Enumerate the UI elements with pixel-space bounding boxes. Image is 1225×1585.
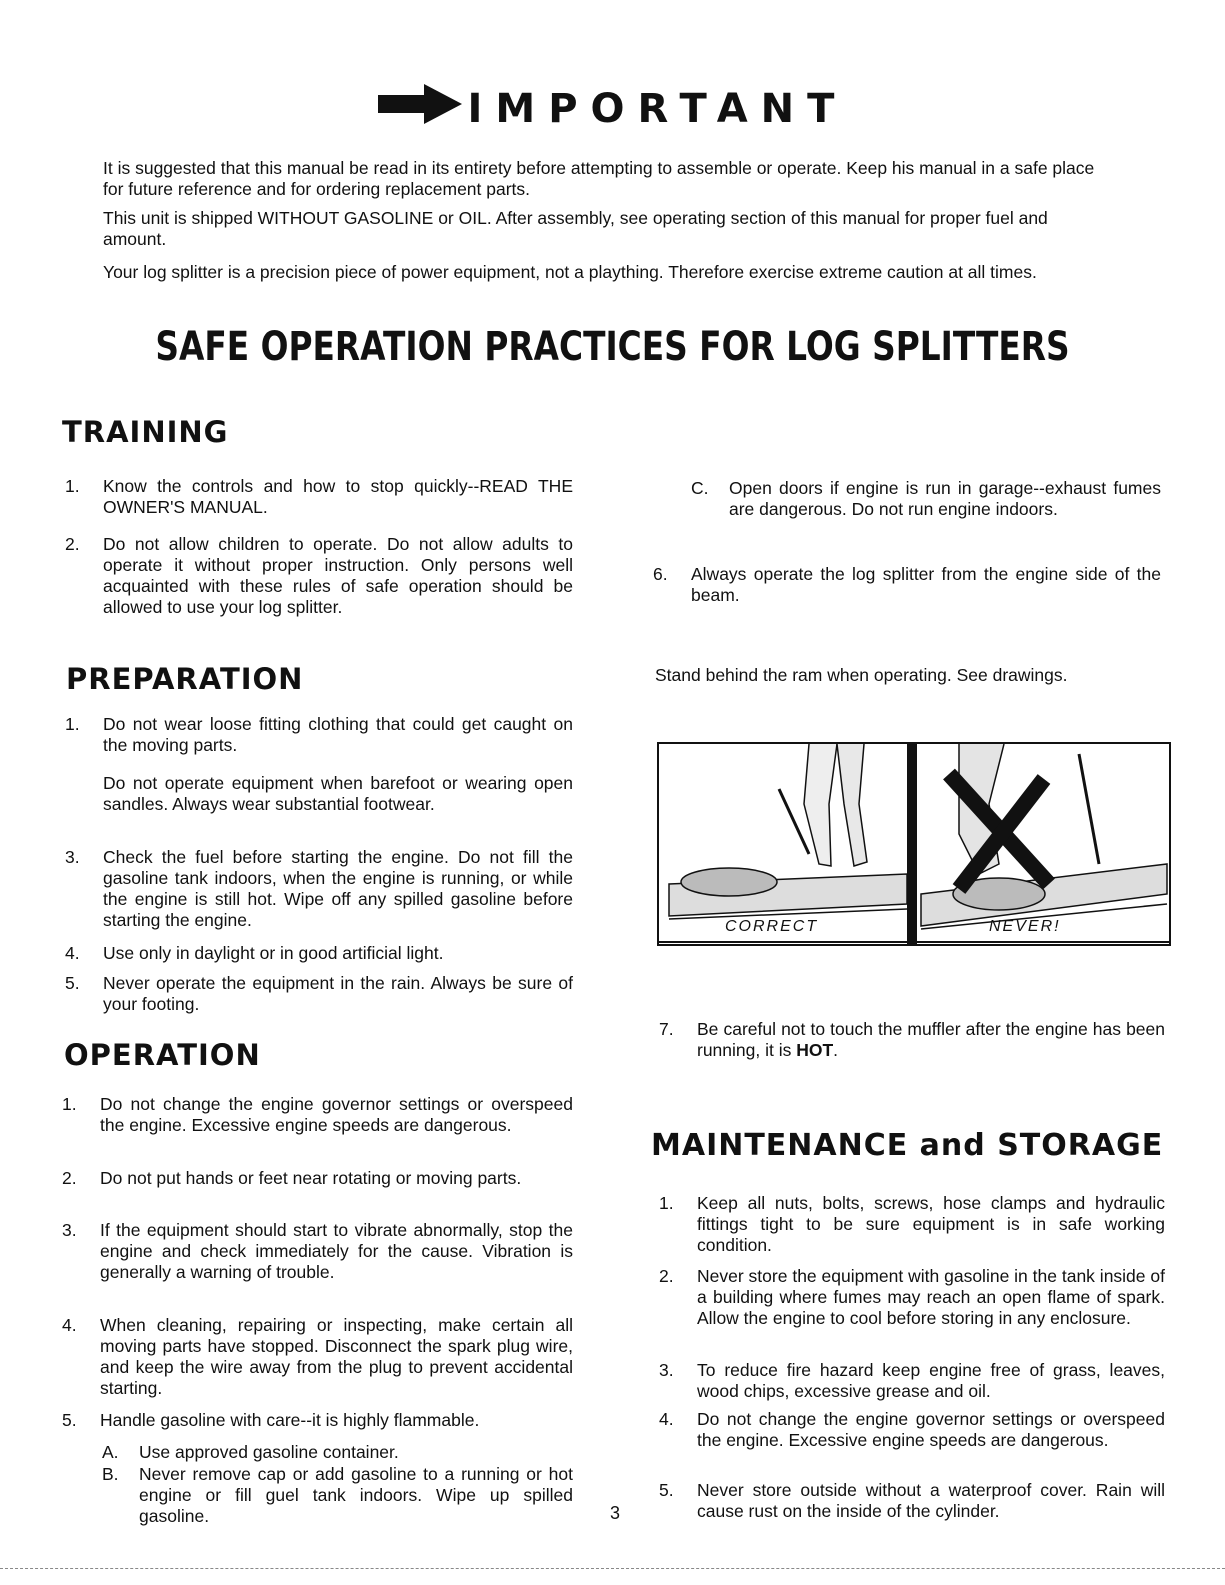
training-item-2: 2. Do not allow children to operate. Do not allow adults to operate it without proper instruction. Only persons well acquainted with these rules of safe operation should be allowed to use your log splitter.: [65, 534, 573, 617]
intro-paragraph-1: It is suggested that this manual be read in its entirety before attempting to assemble or operate. Keep his manual in a safe place for future reference and for ordering replacement parts.: [103, 158, 1095, 199]
training-heading: TRAINING: [62, 415, 229, 449]
preparation-item-4: 4. Use only in daylight or in good artificial light.: [65, 943, 444, 963]
maintenance-item-5: 5. Never store outside without a waterproof cover. Rain will cause rust on the inside of the cylinder.: [659, 1480, 1165, 1521]
preparation-heading: PREPARATION: [66, 662, 304, 696]
scan-edge-line: [0, 1568, 1225, 1569]
stand-behind-text: Stand behind the ram when operating. See drawings.: [655, 665, 1068, 685]
right-arrow-icon: [378, 82, 464, 126]
operation-item-1: 1. Do not change the engine governor settings or overspeed the engine. Excessive engine speeds are dangerous.: [62, 1094, 573, 1135]
never-label: NEVER!: [989, 918, 1061, 935]
operating-position-drawings: [657, 742, 1171, 946]
important-header: [0, 82, 1225, 132]
preparation-item-2: Do not operate equipment when barefoot or wearing open sandles. Always wear substantial footwear.: [103, 773, 573, 814]
operating-drawings-svg: [659, 744, 1169, 944]
important-title: IMPORTANT: [467, 86, 848, 132]
right-item-6: 6. Always operate the log splitter from the engine side of the beam.: [653, 564, 1161, 605]
operation-subitem-a: A. Use approved gasoline container.: [102, 1442, 399, 1462]
correct-label: CORRECT: [725, 918, 819, 935]
preparation-item-1: 1. Do not wear loose fitting clothing that could get caught on the moving parts.: [65, 714, 573, 755]
main-title: SAFE OPERATION PRACTICES FOR LOG SPLITTERS: [155, 324, 1070, 370]
intro-paragraph-2: This unit is shipped WITHOUT GASOLINE or OIL. After assembly, see operating section of this manual for proper fuel and amount.: [103, 208, 1048, 249]
maintenance-item-1: 1. Keep all nuts, bolts, screws, hose clamps and hydraulic fittings tight to be sure equipment is in safe working condition.: [659, 1193, 1165, 1255]
operation-item-4: 4. When cleaning, repairing or inspecting, make certain all moving parts have stopped. Disconnect the spark plug wire, and keep the wire away from the plug to prevent accidental starting.: [62, 1315, 573, 1398]
right-item-7: 7. Be careful not to touch the muffler after the engine has been running, it is HOT.: [659, 1019, 1165, 1060]
intro-paragraph-3: Your log splitter is a precision piece of power equipment, not a plaything. Therefore exercise extreme caution at all times.: [103, 262, 1037, 282]
operation-item-3: 3. If the equipment should start to vibrate abnormally, stop the engine and check immediately for the cause. Vibration is generally a warning of trouble.: [62, 1220, 573, 1282]
maintenance-item-2: 2. Never store the equipment with gasoline in the tank inside of a building where fumes may reach an open flame of spark. Allow the engine to cool before storing in any enclosure.: [659, 1266, 1165, 1328]
preparation-item-5: 5. Never operate the equipment in the rain. Always be sure of your footing.: [65, 973, 573, 1014]
maintenance-item-3: 3. To reduce fire hazard keep engine free of grass, leaves, wood chips, excessive grease and oil.: [659, 1360, 1165, 1401]
hot-warning: HOT: [796, 1040, 834, 1060]
page-number: 3: [610, 1503, 621, 1523]
right-item-c: C. Open doors if engine is run in garage--exhaust fumes are dangerous. Do not run engine indoors.: [691, 478, 1161, 519]
preparation-item-3: 3. Check the fuel before starting the engine. Do not fill the gasoline tank indoors, when the engine is running, or while the engine is still hot. Wipe off any spilled gasoline before starting the engine.: [65, 847, 573, 930]
maintenance-heading: MAINTENANCE and STORAGE: [651, 1128, 1164, 1163]
maintenance-item-4: 4. Do not change the engine governor settings or overspeed the engine. Excessive engine speeds are dangerous.: [659, 1409, 1165, 1450]
operation-heading: OPERATION: [64, 1038, 261, 1072]
training-item-1: 1. Know the controls and how to stop quickly--READ THE OWNER'S MANUAL.: [65, 476, 573, 517]
operation-item-2: 2. Do not put hands or feet near rotating or moving parts.: [62, 1168, 522, 1188]
operation-item-5: 5. Handle gasoline with care--it is highly flammable.: [62, 1410, 480, 1430]
operation-subitem-b: B. Never remove cap or add gasoline to a running or hot engine or fill guel tank indoors. Wipe up spilled gasoline.: [102, 1464, 573, 1526]
